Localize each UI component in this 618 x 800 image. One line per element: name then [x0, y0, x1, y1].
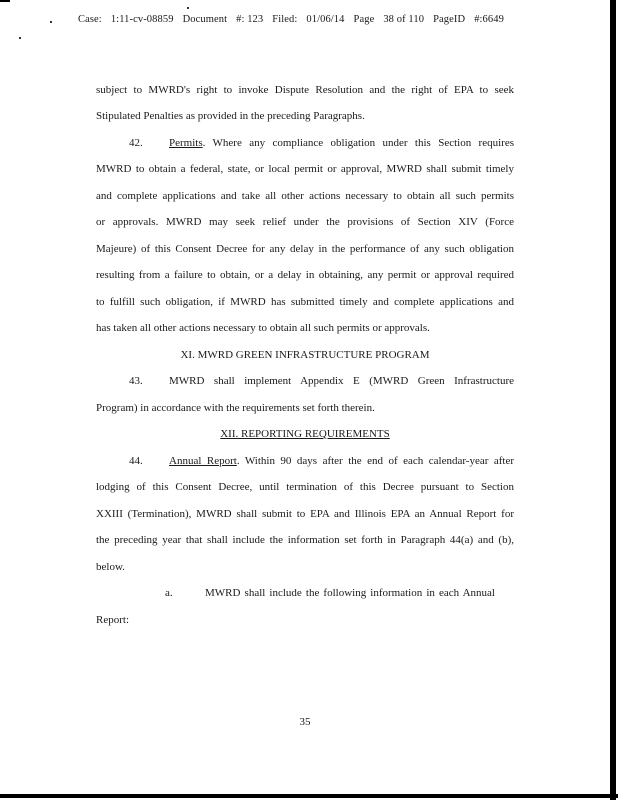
header-document-label: Document — [182, 14, 228, 25]
header-pageid-label: PageID — [433, 14, 466, 25]
paragraph-43-first-line — [129, 368, 514, 395]
body-line: Stipulated Penalties as provided in the preceding Paragraphs. — [96, 110, 365, 122]
section-heading-xi: XI. MWRD GREEN INFRASTRUCTURE PROGRAM — [180, 349, 430, 361]
paragraph-44-first-line — [129, 448, 514, 475]
body-line: has taken all other actions necessary to obtain all such permits or approvals. — [96, 322, 430, 334]
scan-speck — [187, 7, 189, 9]
subparagraph-a-first-line — [165, 580, 495, 607]
body-line: Report: — [96, 614, 129, 626]
subparagraph-label: a. — [165, 587, 173, 599]
body-line: resulting from a failure to obtain, or a delay in obtaining, any permit or approval required — [96, 269, 514, 281]
body-line: subject to MWRD's right to invoke Dispute Resolution and the right of EPA to seek — [96, 84, 514, 96]
scan-speck — [19, 37, 21, 39]
scan-border-bottom — [0, 794, 618, 798]
body-line: lodging of this Consent Decree, until termination of this Decree pursuant to Section — [96, 481, 514, 493]
header-page-of: 38 of 110 — [383, 14, 425, 25]
paragraph-heading: Permits — [169, 137, 203, 149]
header-pageid-number: #:6649 — [474, 14, 504, 25]
body-line: MWRD to obtain a federal, state, or local permit or approval, MWRD shall submit timely — [96, 163, 514, 175]
paragraph-number: 43. — [129, 375, 143, 387]
body-line: Majeure) of this Consent Decree for any delay in the performance of any such obligation — [96, 243, 514, 255]
body-line: the preceding year that shall include the information set forth in Paragraph 44(a) and (b), — [96, 534, 514, 546]
body-text: MWRD shall implement Appendix E (MWRD Green Infrastructure — [169, 375, 514, 387]
body-line: or approvals. MWRD may seek relief under the provisions of Section XIV (Force — [96, 216, 514, 228]
scan-corner-mark — [0, 0, 10, 2]
paragraph-number: 42. — [129, 137, 143, 149]
body-text: . Within 90 days after the end of each calendar-year after — [236, 455, 514, 467]
body-line: and complete applications and take all other actions necessary to obtain all such permits — [96, 190, 514, 202]
header-filed-date: 01/06/14 — [306, 14, 345, 25]
body-line: XXIII (Termination), MWRD shall submit to EPA and Illinois EPA an Annual Report for — [96, 508, 514, 520]
header-case-number: 1:11-cv-08859 — [110, 14, 174, 25]
paragraph-number: 44. — [129, 455, 143, 467]
section-heading-xii: XII. REPORTING REQUIREMENTS — [220, 428, 390, 440]
paragraph-heading: Annual Report — [169, 455, 237, 467]
header-page-label: Page — [353, 14, 375, 25]
header-filed-label: Filed: — [272, 14, 298, 25]
paragraph-42-first-line — [129, 130, 514, 157]
header-document-number: #: 123 — [236, 14, 264, 25]
body-text: MWRD shall include the following information in each Annual — [205, 587, 495, 599]
scan-border-right — [610, 0, 616, 800]
scan-speck — [50, 21, 52, 23]
header-case-label: Case: — [78, 14, 102, 25]
body-line: to fulfill such obligation, if MWRD has submitted timely and complete applications and — [96, 296, 514, 308]
body-text: . Where any compliance obligation under this Section requires — [202, 137, 514, 149]
page-number: 35 — [299, 716, 311, 728]
court-filing-header — [78, 14, 513, 25]
body-line: Program) in accordance with the requirements set forth therein. — [96, 402, 375, 414]
body-line: below. — [96, 561, 125, 573]
